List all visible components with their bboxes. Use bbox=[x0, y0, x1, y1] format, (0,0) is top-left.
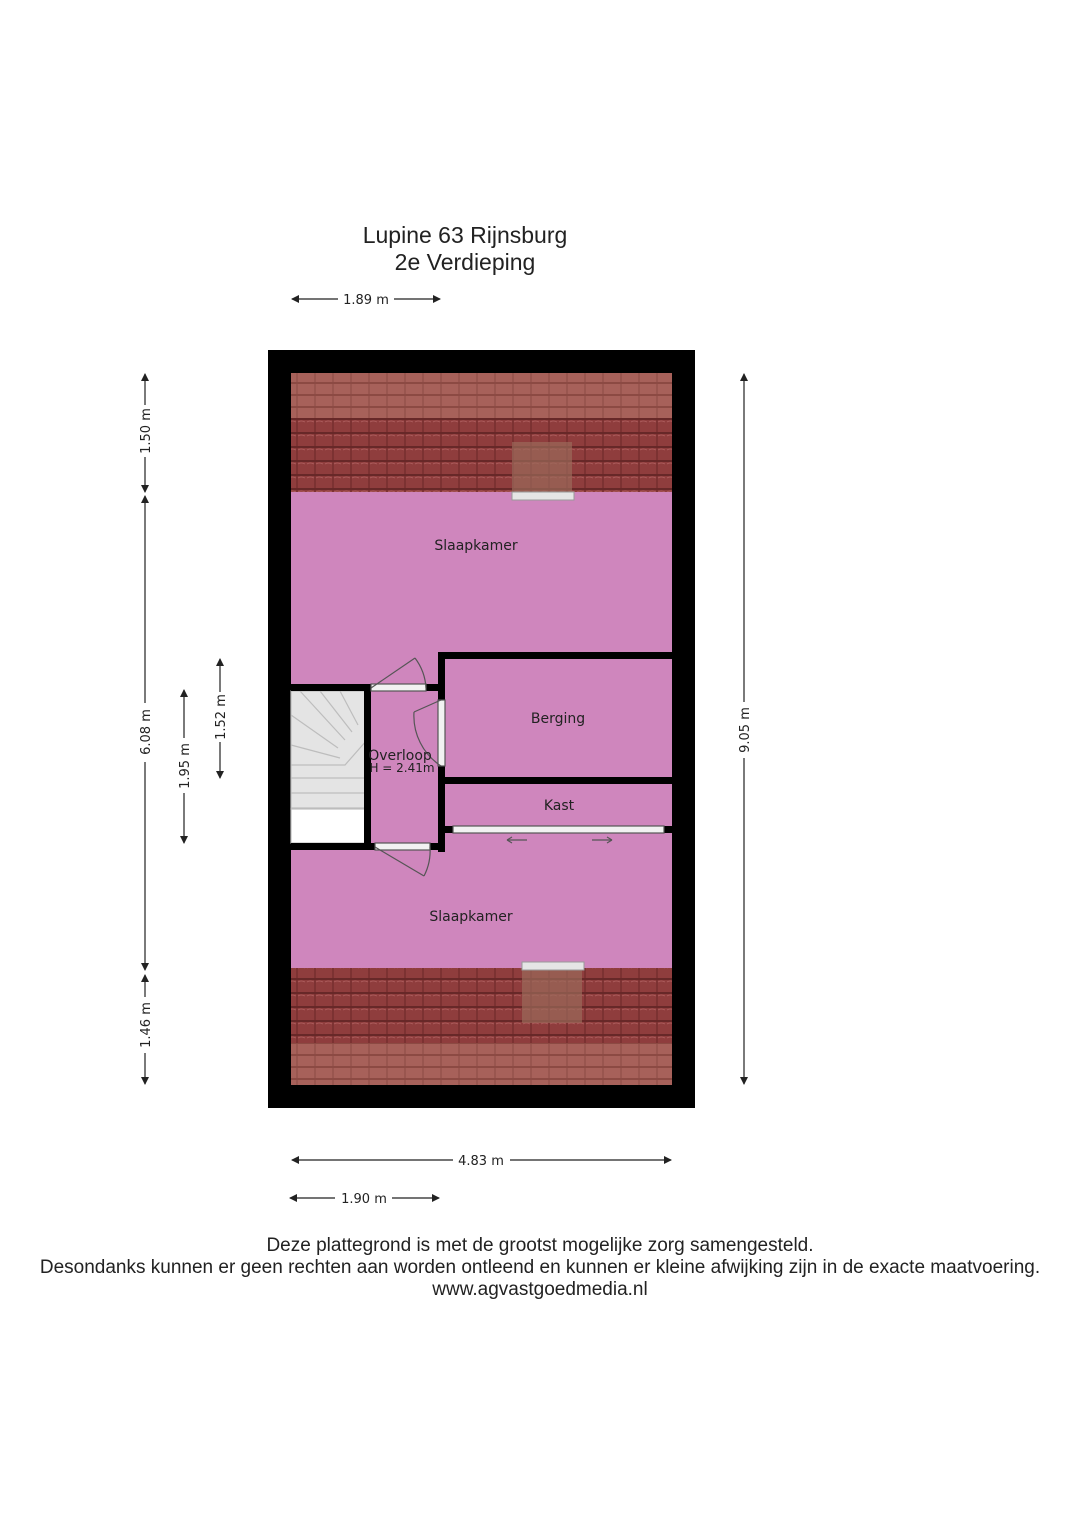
window-top bbox=[512, 492, 574, 500]
skylight-top bbox=[512, 442, 572, 492]
room-label-closet: Kast bbox=[543, 798, 575, 814]
plan-address-title: Lupine 63 Rijnsburg bbox=[362, 222, 568, 248]
disclaimer-line-1: Deze plattegrond is met de grootst mogelijke zorg samengesteld. bbox=[266, 1235, 814, 1256]
roof-bottom-inner bbox=[291, 968, 672, 1043]
plan-floor-title: 2e Verdieping bbox=[394, 249, 536, 275]
dimension-label-top-width: 1.89 m bbox=[343, 293, 389, 308]
dimension-label-left-bottom: 1.46 m bbox=[139, 1002, 154, 1048]
room-label-storage: Berging bbox=[530, 711, 586, 727]
skylight-bottom bbox=[522, 968, 582, 1023]
dimension-label-landing: 1.95 m bbox=[178, 743, 193, 789]
dimension-label-bottom-width: 1.90 m bbox=[341, 1192, 387, 1207]
room-label-bedroom-bottom: Slaapkamer bbox=[429, 909, 513, 925]
room-label-landing: Overloop bbox=[368, 748, 432, 764]
window-bottom bbox=[522, 962, 584, 970]
website-link[interactable]: www.agvastgoedmedia.nl bbox=[432, 1279, 648, 1300]
roof-top-inner bbox=[291, 418, 672, 492]
dimension-label-bottom-total: 4.83 m bbox=[458, 1154, 504, 1169]
disclaimer-line-2: Desondanks kunnen er geen rechten aan worden ontleend en kunnen er kleine afwijking zijn in de exacte maatvoering. bbox=[39, 1257, 1041, 1278]
stairs bbox=[291, 691, 367, 843]
dimension-label-storage: 1.52 m bbox=[214, 694, 229, 740]
dimension-label-left-middle: 6.08 m bbox=[139, 709, 154, 755]
dimension-label-right-total: 9.05 m bbox=[738, 707, 753, 753]
roof-bottom-outer bbox=[291, 1043, 672, 1085]
room-label-landing-height: H = 2.41m bbox=[369, 761, 435, 775]
roof-top-outer bbox=[291, 373, 672, 418]
room-label-bedroom-top: Slaapkamer bbox=[434, 538, 518, 554]
dimension-label-left-top: 1.50 m bbox=[139, 408, 154, 454]
